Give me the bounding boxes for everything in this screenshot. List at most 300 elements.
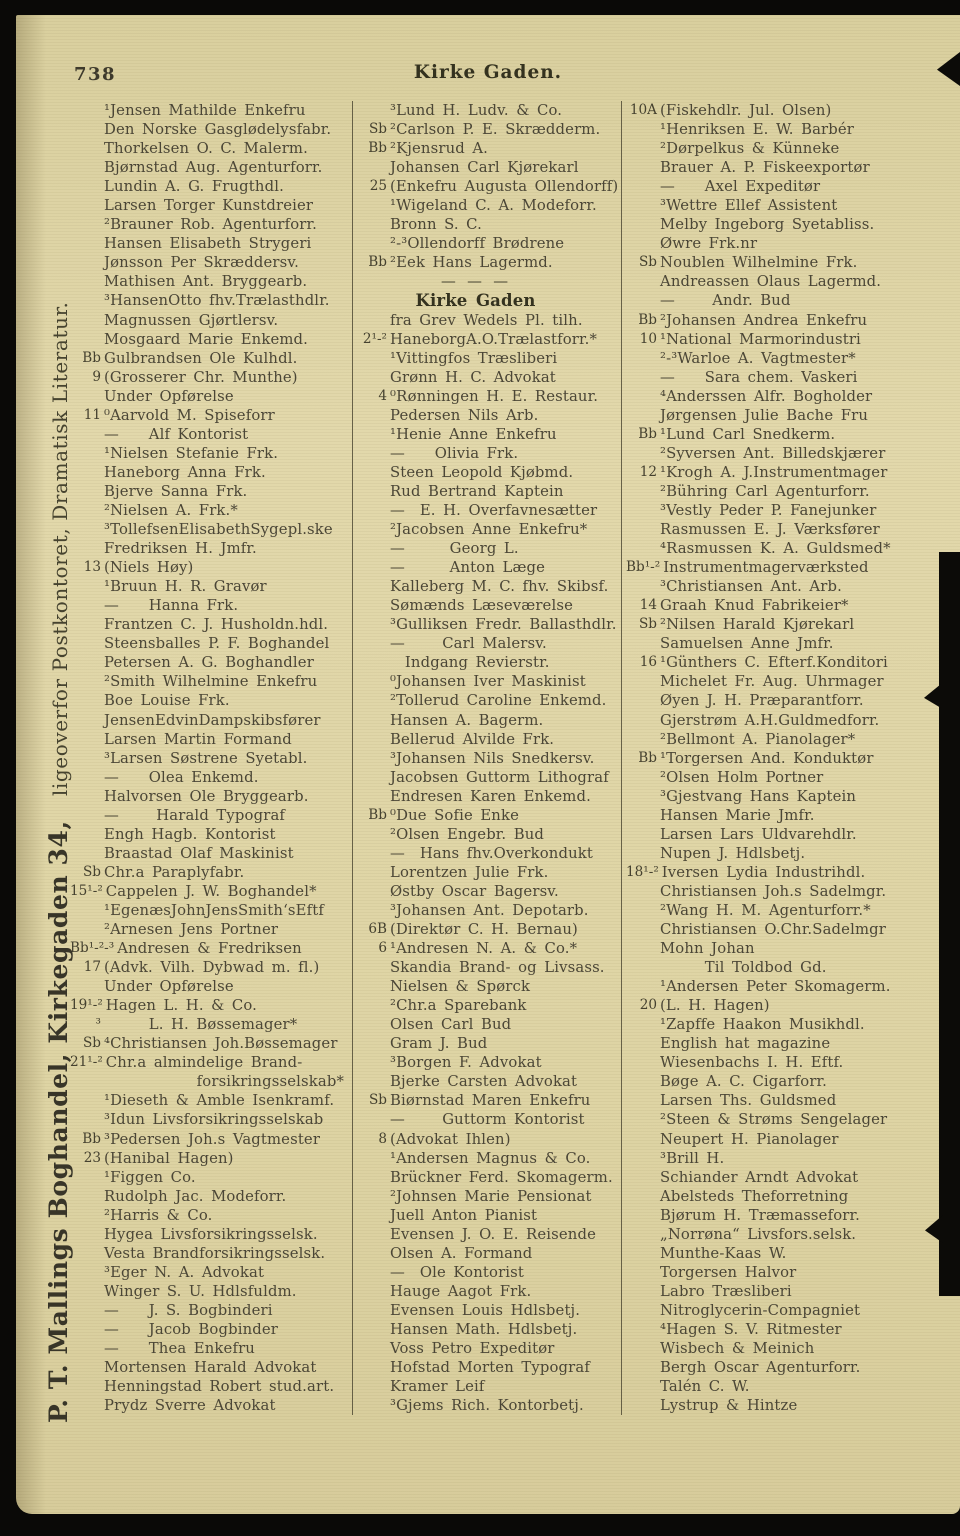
house-number [356,768,390,787]
directory-entry [626,1206,950,1225]
house-number: 17 [83,959,101,976]
directory-entry [70,672,352,691]
directory-entry [70,1206,352,1225]
house-number [626,1187,660,1206]
directory-entry [626,177,950,196]
entry-text: Winger S. U. Hdlsfuldm. [104,1282,297,1300]
entry-text: Larsen Martin Formand [104,730,292,748]
entry-text: (L. H. Hagen) [660,997,770,1015]
house-number [626,444,660,463]
house-number [626,1244,660,1263]
directory-entry [70,596,352,615]
house-number [70,787,104,806]
house-number: 4 [378,387,387,404]
directory-entry [356,1244,621,1263]
house-number: 12 [639,463,657,480]
house-number [70,120,104,139]
directory-entry [70,463,352,482]
directory-entry [70,311,352,330]
directory-entry [626,920,950,939]
entry-text: Schiander Arndt Advokat [660,1168,859,1186]
entry-text: (Advokat Ihlen) [390,1130,511,1148]
entry-text: (Hanibal Hagen) [104,1149,234,1167]
directory-entry [356,1091,621,1110]
house-number [70,1339,104,1358]
directory-entry [70,1034,352,1053]
directory-entry [356,330,621,349]
directory-entry [626,215,950,234]
house-number [356,977,390,996]
directory-entry [626,1091,950,1110]
directory-entry [356,387,621,406]
house-number [356,444,390,463]
house-number [626,1091,660,1110]
house-number [356,711,390,730]
directory-entry [356,1110,621,1129]
house-number [356,1358,390,1377]
directory-entry [626,501,950,520]
entry-text: Brauer A. P. Fiskeexportør [660,159,870,177]
entry-text: Indgang Revierstr. [390,654,550,672]
entry-text: Boe Louise Frk. [104,692,230,710]
entry-text: Nielsen & Spørck [390,978,531,996]
entry-text: ¹Bruun H. R. Gravør [104,578,267,596]
directory-entry [70,444,352,463]
house-number: 23 [83,1149,101,1166]
directory-entry [356,749,621,768]
entry-text: fra Grev Wedels Pl. tilh. [390,311,583,329]
house-number [356,672,390,691]
directory-entry [70,1282,352,1301]
entry-text: Frantzen C. J. Husholdn.hdl. [104,616,329,634]
entry-text: — Andr. Bud [660,292,791,310]
entry-text: Petersen A. G. Boghandler [104,654,314,672]
directory-entry [70,1091,352,1110]
directory-entry [626,996,950,1015]
entry-text: — Jacob Bogbinder [104,1321,279,1338]
directory-entry [356,577,621,596]
directory-entry [626,406,950,425]
entry-text: Larsen Lars Uldvarehdlr. [660,825,857,843]
entry-text: (Advk. Vilh. Dybwad m. fl.) [104,959,320,977]
directory-entry [356,787,621,806]
directory-entry [70,1377,352,1396]
directory-entry [70,177,352,196]
directory-entry [70,406,352,425]
entry-text: Bronn S. C. [390,216,482,234]
directory-entry [356,1168,621,1187]
entry-text: Brückner Ferd. Skomagerm. [390,1168,613,1186]
street-section-header [356,291,621,310]
directory-entry [626,196,950,215]
directory-entry [356,177,621,196]
directory-entry [70,558,352,577]
directory-entry [626,425,950,444]
house-number [70,520,104,539]
house-number [356,368,390,387]
directory-entry [70,1187,352,1206]
entry-text: Den Norske Gasglødelysfabr. [104,121,332,139]
house-number: 13 [83,559,101,576]
house-number [70,806,104,825]
directory-entry [70,1301,352,1320]
directory-entry [356,234,621,253]
house-number [356,1225,390,1244]
house-number [70,291,104,310]
directory-entry [356,939,621,958]
directory-entry [356,863,621,882]
entry-text: ³HansenOtto fhv.Trælasthdlr. [104,292,330,310]
house-number [626,501,660,520]
house-number [626,349,660,368]
entry-text: ³Vestly Peder P. Fanejunker [660,501,877,519]
entry-text: ⁴Christiansen Joh.Bøssemager [104,1035,338,1053]
house-number [356,101,390,120]
directory-entry [626,939,950,958]
entry-text: Mohn Johan [660,940,755,958]
house-number: 21¹-² [70,1054,103,1071]
entry-text: Samuelsen Anne Jmfr. [660,635,834,653]
house-number [70,253,104,272]
directory-entry [626,349,950,368]
entry-text: Andreassen Olaus Lagermd. [660,273,882,291]
house-number: 10A [629,102,657,118]
house-number [356,1110,390,1129]
directory-entry [70,539,352,558]
entry-text: ²Johnsen Marie Pensionat [390,1187,592,1205]
directory-entry [70,120,352,139]
entry-text: ⁴Anderssen Alfr. Bogholder [660,387,873,405]
directory-entry [356,901,621,920]
directory-entry [356,1263,621,1282]
entry-text: ¹Wigeland C. A. Modeforr. [390,197,597,215]
directory-entry [70,196,352,215]
house-number [626,1282,660,1301]
entry-text: Biørnstad Maren Enkefru [390,1092,591,1110]
house-number [356,882,390,901]
house-number [70,177,104,196]
house-number [356,863,390,882]
entry-text: (Grosserer Chr. Munthe) [104,368,298,386]
directory-entry [626,806,950,825]
house-number [626,768,660,787]
house-number [356,1015,390,1034]
directory-entry [70,1396,352,1415]
directory-entry [626,901,950,920]
house-number [626,196,660,215]
entry-text: Christiansen O.Chr.Sadelmgr [660,921,886,939]
entry-text: — Anton Læge [390,559,546,577]
directory-entry [70,1072,352,1091]
directory-entry [70,939,352,958]
house-number: Sb [82,1035,101,1052]
house-number: Bb¹-²-³ [70,940,115,957]
directory-entry [70,387,352,406]
directory-entry [356,558,621,577]
entry-text: Munthe-Kaas W. [660,1244,787,1262]
directory-entry [626,234,950,253]
house-number [356,1149,390,1168]
entry-text: ³Gjems Rich. Kontorbetj. [390,1397,584,1415]
house-number [626,368,660,387]
entry-text: Melby Ingeborg Syetabliss. [660,216,875,234]
house-number [356,349,390,368]
entry-text: Mortensen Harald Advokat [104,1359,317,1377]
entry-text: Wisbech & Meinich [660,1340,815,1358]
entry-text: Gram J. Bud [390,1035,488,1053]
entry-text: ³Gjestvang Hans Kaptein [660,787,857,805]
entry-text: ²Kjensrud A. [390,140,489,158]
house-number: Sb [368,1092,387,1109]
entry-text: (Enkefru Augusta Ollendorff) [390,178,619,196]
page-number: 738 [74,64,117,85]
directory-entry [70,368,352,387]
entry-text: Nupen J. Hdlsbetj. [660,844,806,862]
house-number [626,1110,660,1129]
directory-entry [626,958,950,977]
entry-text: forsikringsselskab* [196,1073,344,1091]
directory-entry [356,501,621,520]
entry-text: Chr.a Paraplyfabr. [104,863,245,881]
directory-entry [70,882,352,901]
entry-text: Bøge A. C. Cigarforr. [660,1073,827,1091]
house-number [356,1244,390,1263]
house-number [356,653,390,672]
entry-text: Hansen Marie Jmfr. [660,806,815,824]
entry-text: ¹Torgersen And. Konduktør [660,749,874,767]
margin-advertisement [44,302,73,1424]
house-number: 15¹-² [70,882,103,899]
house-number: 16 [639,654,657,671]
entry-text: ²Chr.a Sparebank [390,997,527,1015]
directory-entry [356,253,621,272]
directory-entry [356,139,621,158]
entry-text: Evensen Louis Hdlsbetj. [390,1301,581,1319]
entry-text: Wiesenbachs I. H. Eftf. [660,1054,844,1072]
house-number [626,387,660,406]
entry-text: Torgersen Halvor [660,1263,797,1281]
house-number [356,577,390,596]
directory-entry [626,1244,950,1263]
entry-text: Steensballes P. F. Boghandel [104,635,330,653]
directory-entry [626,634,950,653]
directory-entry [626,787,950,806]
house-number: 9 [92,368,101,385]
entry-text: — Alf Kontorist [104,425,249,443]
directory-entry [626,1034,950,1053]
entry-text: ²Nielsen A. Frk.* [104,501,238,519]
entry-text: Bjerve Sanna Frk. [104,482,248,500]
directory-entry [626,691,950,710]
directory-entry [70,1149,352,1168]
directory-entry [626,615,950,634]
entry-text: Nitroglycerin-Compagniet [660,1301,861,1319]
directory-entry [356,596,621,615]
entry-text: — Harald Typograf [104,806,286,824]
directory-entry [356,406,621,425]
house-number [70,101,104,120]
entry-text: (Fiskehdlr. Jul. Olsen) [660,102,832,119]
directory-entry [70,863,352,882]
entry-text: Lorentzen Julie Frk. [390,863,549,881]
house-number [626,939,660,958]
entry-text: ²Bellmont A. Pianolager* [660,730,856,748]
house-number: 6B [368,921,387,938]
directory-entry [70,291,352,310]
directory-entry [626,844,950,863]
entry-text: ³Johansen Ant. Depotarb. [390,901,589,919]
directory-entry [626,1168,950,1187]
entry-text: ¹Henie Anne Enkefru [390,425,557,443]
entry-text: Graah Knud Fabrikeier* [660,597,849,615]
directory-entry [626,1072,950,1091]
entry-text: Bergh Oscar Agenturforr. [660,1359,861,1377]
entry-text: Mosgaard Marie Enkemd. [104,330,309,348]
house-number [356,615,390,634]
entry-text: ¹National Marmorindustri [660,330,861,348]
directory-entry [70,1168,352,1187]
entry-text: ³Lund H. Ludv. & Co. [390,102,563,119]
directory-entry [70,1263,352,1282]
entry-text: Braastad Olaf Maskinist [104,844,294,862]
entry-text: Hauge Aagot Frk. [390,1282,532,1300]
directory-entry [356,1301,621,1320]
house-number [626,1149,660,1168]
directory-entry [70,577,352,596]
house-number [70,1206,104,1225]
directory-entry [356,215,621,234]
directory-entry [356,996,621,1015]
directory-entry [70,691,352,710]
house-number [356,1396,390,1415]
house-number: 20 [639,997,657,1014]
house-number: 14 [639,597,657,614]
house-number [626,291,660,310]
house-number: Bb [368,140,387,157]
directory-column-3 [622,101,950,1415]
directory-entry [356,539,621,558]
entry-text: Under Opførelse [104,387,234,405]
house-number [356,1072,390,1091]
house-number: Bb [82,349,101,366]
directory-column-1 [70,101,353,1415]
directory-entry [626,1396,950,1415]
directory-column-2 [353,101,622,1415]
entry-text: ²Wang H. M. Agenturforr.* [660,901,871,919]
directory-entry [356,634,621,653]
house-number [626,1034,660,1053]
entry-text: ²Dørpelkus & Künneke [660,140,840,158]
house-number [626,634,660,653]
entry-text: ¹Jensen Mathilde Enkefru [104,102,306,119]
directory-entry [70,330,352,349]
directory-entry [356,311,621,330]
entry-text: „Norrøna“ Livsfors.selsk. [660,1225,857,1243]
entry-text: Jacobsen Guttorm Lithograf [390,768,609,786]
directory-entry [626,311,950,330]
house-number: 25 [369,178,387,195]
directory-entry [356,444,621,463]
entry-text: ²Arnesen Jens Portner [104,921,279,939]
directory-entry [70,425,352,444]
directory-entry [626,1110,950,1129]
house-number [626,711,660,730]
directory-entry [70,139,352,158]
house-number [626,901,660,920]
section-divider [356,272,621,291]
entry-text: ³Larsen Søstrene Syetabl. [104,749,308,767]
entry-text: Vesta Brandforsikringsselsk. [104,1244,326,1262]
directory-entry [70,711,352,730]
directory-entry [70,1339,352,1358]
house-number [70,1168,104,1187]
directory-entry [70,996,352,1015]
advertiser-name: P. T. Mallings Boghandel, Kirkegaden 34, [44,820,73,1423]
directory-entry [626,558,950,577]
house-number [626,1377,660,1396]
directory-entry [356,1072,621,1091]
directory-entry [356,482,621,501]
entry-text: ³Gulliksen Fredr. Ballasthdlr. [390,616,617,634]
directory-entry [356,920,621,939]
scan-edge-artifact [939,552,960,1296]
entry-text: ³Pedersen Joh.s Vagtmester [104,1130,321,1148]
entry-text: Olsen Carl Bud [390,1016,512,1034]
directory-entry [70,768,352,787]
house-number: ³ [95,1016,101,1033]
house-number: 8 [378,1130,387,1147]
entry-text: ²Brauner Rob. Agenturforr. [104,216,317,234]
house-number [626,730,660,749]
directory-entry [356,196,621,215]
street-name-header: Kirke Gaden. [413,62,563,83]
house-number [356,234,390,253]
directory-entry [356,711,621,730]
house-number [356,1301,390,1320]
directory-entry [70,101,352,120]
directory-entry [70,1110,352,1129]
directory-entry [356,844,621,863]
entry-text: ²Jacobsen Anne Enkefru* [390,521,588,539]
directory-entry [70,977,352,996]
house-number [356,558,390,577]
directory-entry [356,1339,621,1358]
house-number [626,177,660,196]
house-number [356,1053,390,1072]
house-number [356,539,390,558]
house-number [70,749,104,768]
directory-entry [356,1053,621,1072]
house-number [356,596,390,615]
directory-entry [626,387,950,406]
house-number [70,1263,104,1282]
directory-entry [70,615,352,634]
entry-text: Øyen J. H. Præparantforr. [660,692,864,710]
entry-text: ¹Andersen Magnus & Co. [390,1149,591,1167]
directory-entry [626,882,950,901]
house-number [70,844,104,863]
entry-text: Steen Leopold Kjøbmd. [390,463,574,481]
entry-text: ³Borgen F. Advokat [390,1054,542,1072]
entry-text: ¹Andersen Peter Skomagerm. [660,978,891,996]
house-number: Sb [82,863,101,880]
entry-text: Iversen Lydia Industrihdl. [661,863,866,881]
entry-text: ¹Günthers C. Efterf.Konditori [660,654,888,672]
entry-text: Labro Træsliberi [660,1282,792,1300]
entry-text: English hat magazine [660,1035,831,1053]
directory-entry [70,234,352,253]
house-number [70,920,104,939]
